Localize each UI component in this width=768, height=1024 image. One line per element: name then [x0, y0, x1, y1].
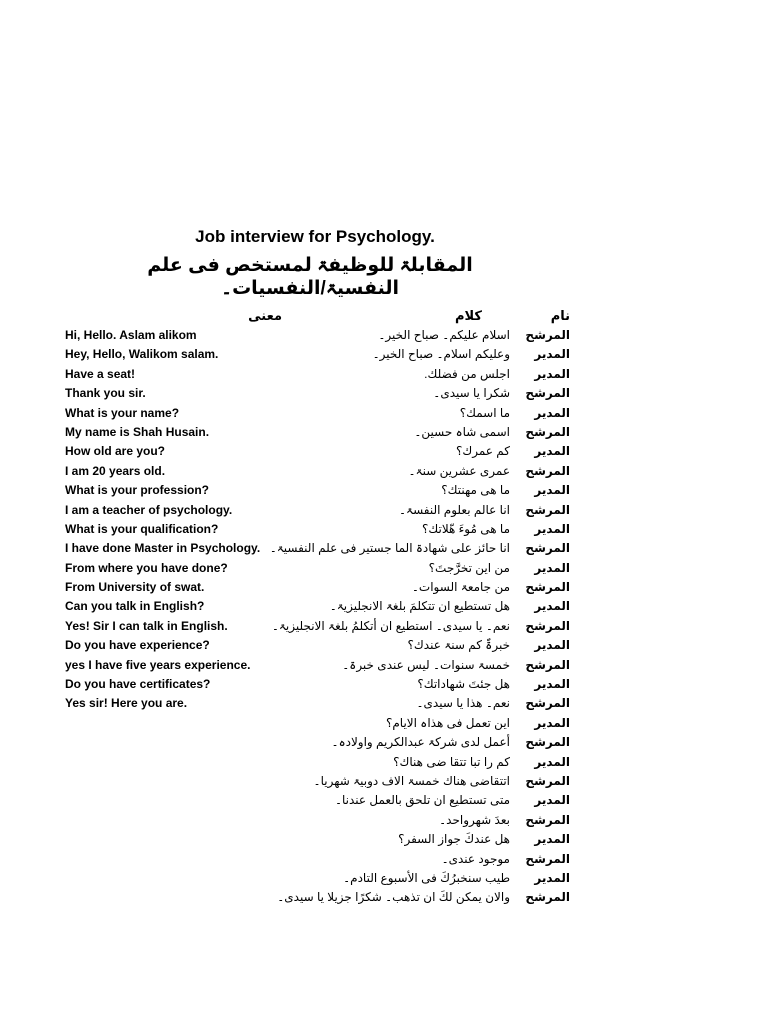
- dialogue-row: [0, 830, 768, 849]
- speaker-name: المرشح: [525, 541, 570, 556]
- speaker-name: المدیر: [534, 870, 570, 885]
- english-meaning: What is your qualification?: [65, 521, 219, 536]
- arabic-speech: أعمل لدی شرکۃ عبدالکریم واولادہ۔: [331, 735, 510, 750]
- dialogue-row: [0, 791, 768, 810]
- dialogue-row: [0, 345, 768, 364]
- english-meaning: My name is Shah Husain.: [65, 424, 210, 439]
- english-meaning: How old are you?: [65, 444, 166, 459]
- dialogue-row: [0, 714, 768, 733]
- speaker-name: المدیر: [534, 405, 570, 420]
- page-title-english: Job interview for Psychology.: [195, 227, 435, 246]
- english-meaning: What is your profession?: [65, 483, 210, 498]
- page-title-arabic: المقابلۃ للوظیفۃ لمستخص فی علم النفسیۃ/النفسیات۔: [147, 255, 473, 299]
- arabic-speech: اتتقاضی هناك خمسۃ الاف دوبیۃ شهریا۔: [313, 773, 510, 788]
- arabic-speech: والان یمکن لكَ ان تذهب۔ شکرًا جزیلا یا سیدی۔: [277, 890, 510, 905]
- speaker-name: المدیر: [534, 366, 570, 381]
- speaker-name: المرشح: [525, 328, 570, 342]
- english-meaning: Have a seat!: [65, 366, 136, 381]
- dialogue-row: [0, 404, 768, 423]
- arabic-speech: طیب سنخبرُكَ فی الأسبوع التادم۔: [343, 870, 510, 885]
- arabic-speech: بعدَ شهرواحد۔: [439, 812, 510, 827]
- dialogue-row: [0, 462, 768, 481]
- dialogue-row: [0, 442, 768, 461]
- dialogue-row: [0, 481, 768, 500]
- speaker-name: المدیر: [534, 715, 570, 730]
- dialogue-row: [0, 772, 768, 791]
- dialogue-row: [0, 578, 768, 597]
- dialogue-row: [0, 617, 768, 636]
- arabic-speech: نعم۔ هذا یا سیدی۔: [416, 696, 510, 711]
- speaker-name: المرشح: [525, 696, 570, 711]
- arabic-speech: شکرا یا سیدی۔: [433, 386, 510, 401]
- dialogue-row: [0, 888, 768, 907]
- speaker-name: المدیر: [534, 444, 570, 459]
- english-meaning: I have done Master in Psychology.: [65, 541, 261, 556]
- speaker-name: المرشح: [525, 735, 570, 750]
- english-meaning: Yes sir! Here you are.: [65, 696, 188, 711]
- arabic-speech: هل جئتَ شهاداتك؟: [417, 677, 510, 692]
- speaker-name: المدیر: [534, 521, 570, 536]
- arabic-speech: ما اسمك؟: [459, 405, 510, 420]
- speaker-name: المرشح: [525, 851, 570, 866]
- dialogue-row: [0, 384, 768, 403]
- column-header-name: نام: [550, 308, 570, 323]
- dialogue-row: [0, 423, 768, 442]
- speaker-name: المرشح: [525, 618, 570, 633]
- speaker-name: المدیر: [534, 347, 570, 362]
- speaker-name: المدیر: [534, 638, 570, 653]
- english-meaning: From where you have done?: [65, 560, 228, 575]
- dialogue-row: [0, 559, 768, 578]
- column-header-speech: کلام: [455, 308, 482, 323]
- dialogue-row: [0, 656, 768, 675]
- speaker-name: المدیر: [534, 599, 570, 614]
- arabic-speech: اسلام علیکم۔ صباح الخیر۔: [378, 328, 510, 342]
- arabic-speech: هل تستطیع ان تتکلمَ بلغۃ الانجلیزیۃ۔: [329, 599, 510, 614]
- speaker-name: المرشح: [525, 386, 570, 401]
- dialogue-row: [0, 597, 768, 616]
- english-meaning: I am 20 years old.: [65, 463, 166, 478]
- speaker-name: المدیر: [534, 677, 570, 692]
- english-meaning: I am a teacher of psychology.: [65, 502, 233, 517]
- dialogue-row: [0, 869, 768, 888]
- speaker-name: المرشح: [525, 812, 570, 827]
- english-meaning: From University of swat.: [65, 580, 205, 595]
- speaker-name: المدیر: [534, 754, 570, 769]
- dialogue-row: [0, 326, 768, 345]
- arabic-speech: خبرۃٌ کم سنۃ عندك؟: [407, 638, 510, 653]
- english-meaning: Do you have experience?: [65, 638, 210, 653]
- column-header-meaning: معنی: [248, 308, 282, 323]
- speaker-name: المدیر: [534, 832, 570, 847]
- arabic-speech: من این تخرَّجتَ؟: [428, 560, 510, 575]
- arabic-speech: انا عالم بعلوم النفسۃ۔: [399, 502, 510, 517]
- speaker-name: المرشح: [525, 890, 570, 905]
- arabic-speech: نعم۔ یا سیدی۔ استطیع ان أتکلمُ بلغۃ الانجلیزیۃ۔: [271, 618, 510, 633]
- speaker-name: المرشح: [525, 773, 570, 788]
- dialogue-row: [0, 539, 768, 558]
- dialogue-row: [0, 520, 768, 539]
- speaker-name: المرشح: [525, 580, 570, 595]
- arabic-speech: متی تستطیع ان تلحق بالعمل عندنا۔: [334, 793, 510, 808]
- speaker-name: المرشح: [525, 463, 570, 478]
- dialogue-row: [0, 636, 768, 655]
- arabic-speech: موجود عندی۔: [441, 851, 510, 866]
- english-meaning: Hey, Hello, Walikom salam.: [65, 347, 219, 362]
- arabic-speech: کم عمرك؟: [455, 444, 510, 459]
- english-meaning: Yes! Sir I can talk in English.: [65, 618, 228, 633]
- arabic-speech: من جامعۃ السوات۔: [411, 580, 510, 595]
- dialogue-row: [0, 733, 768, 752]
- speaker-name: المرشح: [525, 424, 570, 439]
- arabic-speech: اسمی شاہ حسین۔: [414, 424, 510, 439]
- speaker-name: المدیر: [534, 793, 570, 808]
- arabic-speech: اجلس من فضلك.: [424, 366, 510, 381]
- speaker-name: المدیر: [534, 560, 570, 575]
- dialogue-row: [0, 850, 768, 869]
- arabic-speech: وعلیکم اسلام۔ صباح الخیر۔: [372, 347, 510, 362]
- dialogue-row: [0, 753, 768, 772]
- dialogue-row: [0, 694, 768, 713]
- english-meaning: Thank you sir.: [65, 386, 146, 401]
- english-meaning: Can you talk in English?: [65, 599, 205, 614]
- english-meaning: Do you have certificates?: [65, 677, 211, 692]
- arabic-speech: کم را تبا تتقا ضی هناك؟: [393, 754, 510, 769]
- dialogue-row: [0, 811, 768, 830]
- arabic-speech: عمری عشرین سنۃ۔: [408, 463, 510, 478]
- arabic-speech: خمسۃ سنوات۔ لیس عندی خبرۃ۔: [342, 657, 510, 672]
- speaker-name: المرشح: [525, 657, 570, 672]
- arabic-speech: هل عندكَ جواز السفر؟: [398, 832, 510, 847]
- speaker-name: المرشح: [525, 502, 570, 517]
- dialogue-table: [0, 326, 768, 908]
- english-meaning: What is your name?: [65, 405, 180, 420]
- english-meaning: Hi, Hello. Aslam alikom: [65, 328, 197, 342]
- dialogue-row: [0, 501, 768, 520]
- english-meaning: yes I have five years experience.: [65, 657, 251, 672]
- dialogue-row: [0, 675, 768, 694]
- arabic-speech: انا حائز علی شهادۃ الما جستیر فی علم النفسیۃ۔: [269, 541, 510, 556]
- speaker-name: المدیر: [534, 483, 570, 498]
- arabic-speech: ما هی مهنتك؟: [441, 483, 510, 498]
- arabic-speech: این تعمل فی هذاہ الایام؟: [385, 715, 510, 730]
- arabic-speech: ما هی مُوءَ هّلاتك؟: [422, 521, 510, 536]
- dialogue-row: [0, 365, 768, 384]
